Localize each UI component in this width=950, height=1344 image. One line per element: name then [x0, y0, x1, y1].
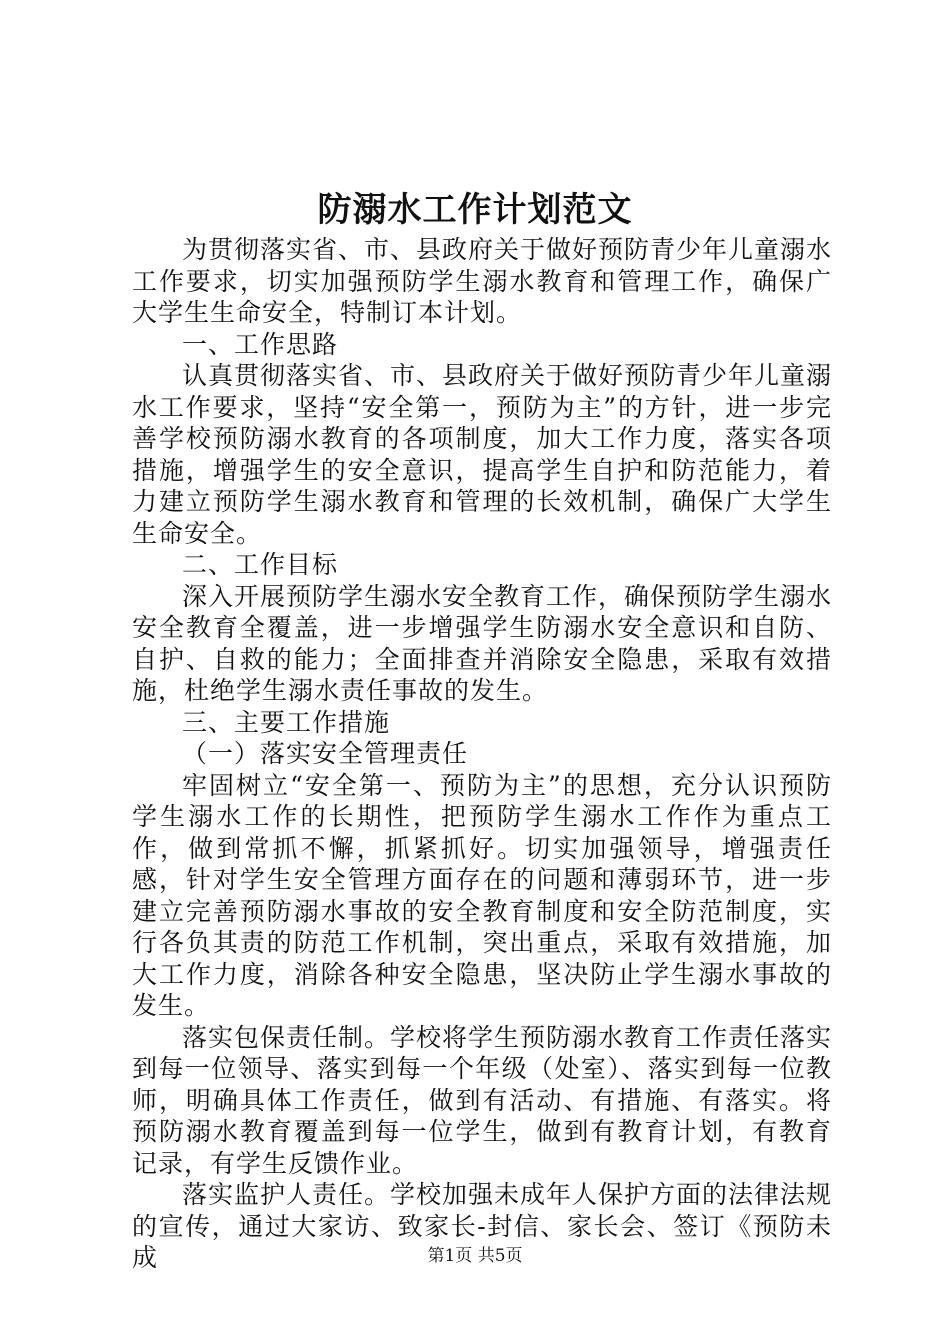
- work-approach-paragraph: 认真贯彻落实省、市、县政府关于做好预防青少年儿童溺水工作要求，坚持“安全第一，预防为主”的方针，进一步完善学校预防溺水教育的各项制度，加大工作力度，落实各项措施，增强学生的安全意识，提高学生自护和防范能力，着力建立预防学生溺水教育和管理的长效机制，确保广大学生生命安全。: [132, 361, 833, 548]
- subsection-heading-safety-responsibility: （一）落实安全管理责任: [182, 739, 469, 768]
- document-body: [132, 234, 832, 1274]
- intro-paragraph: 为贯彻落实省、市、县政府关于做好预防青少年儿童溺水工作要求，切实加强预防学生溺水教育和管理工作，确保广大学生生命安全，特制订本计划。: [132, 235, 833, 327]
- document-title: 防溺水工作计划范文: [317, 190, 633, 230]
- accountability-paragraph: 落实包保责任制。学校将学生预防溺水教育工作责任落实到每一位领导、落实到每一个年级（处室）、落实到每一位教师，明确具体工作责任，做到有活动、有措施、有落实。将预防溺水教育覆盖到每一位学生，做到有教育计划，有教育记录，有学生反馈作业。: [132, 1022, 833, 1178]
- work-goals-paragraph: 深入开展预防学生溺水安全教育工作，确保预防学生溺水安全教育全覆盖，进一步增强学生防溺水安全意识和自防、自护、自救的能力；全面排查并消除安全隐患，采取有效措施，杜绝学生溺水责任事故的发生。: [132, 581, 833, 705]
- safety-responsibility-paragraph: 牢固树立“安全第一、预防为主”的思想，充分认识预防学生溺水工作的长期性，把预防学生溺水工作作为重点工作，做到常抓不懈，抓紧抓好。切实加强领导，增强责任感，针对学生安全管理方面存在的问题和薄弱环节，进一步建立完善预防溺水事故的安全教育制度和安全防范制度，实行各负其责的防范工作机制，突出重点，采取有效措施，加大工作力度，消除各种安全隐患，坚决防止学生溺水事故的发生。: [132, 770, 832, 1020]
- section-heading-work-approach: 一、工作思路: [182, 329, 339, 359]
- section-heading-main-measures: 三、主要工作措施: [182, 707, 391, 737]
- page-number-footer: 第1页 共5页: [427, 1246, 523, 1266]
- guardian-responsibility-paragraph: 落实监护人责任。学校加强未成年人保护方面的法律法规的宣传，通过大家访、致家长-封信、家长会、签订《预防未成: [132, 1180, 833, 1272]
- section-heading-work-goals: 二、工作目标: [182, 550, 339, 579]
